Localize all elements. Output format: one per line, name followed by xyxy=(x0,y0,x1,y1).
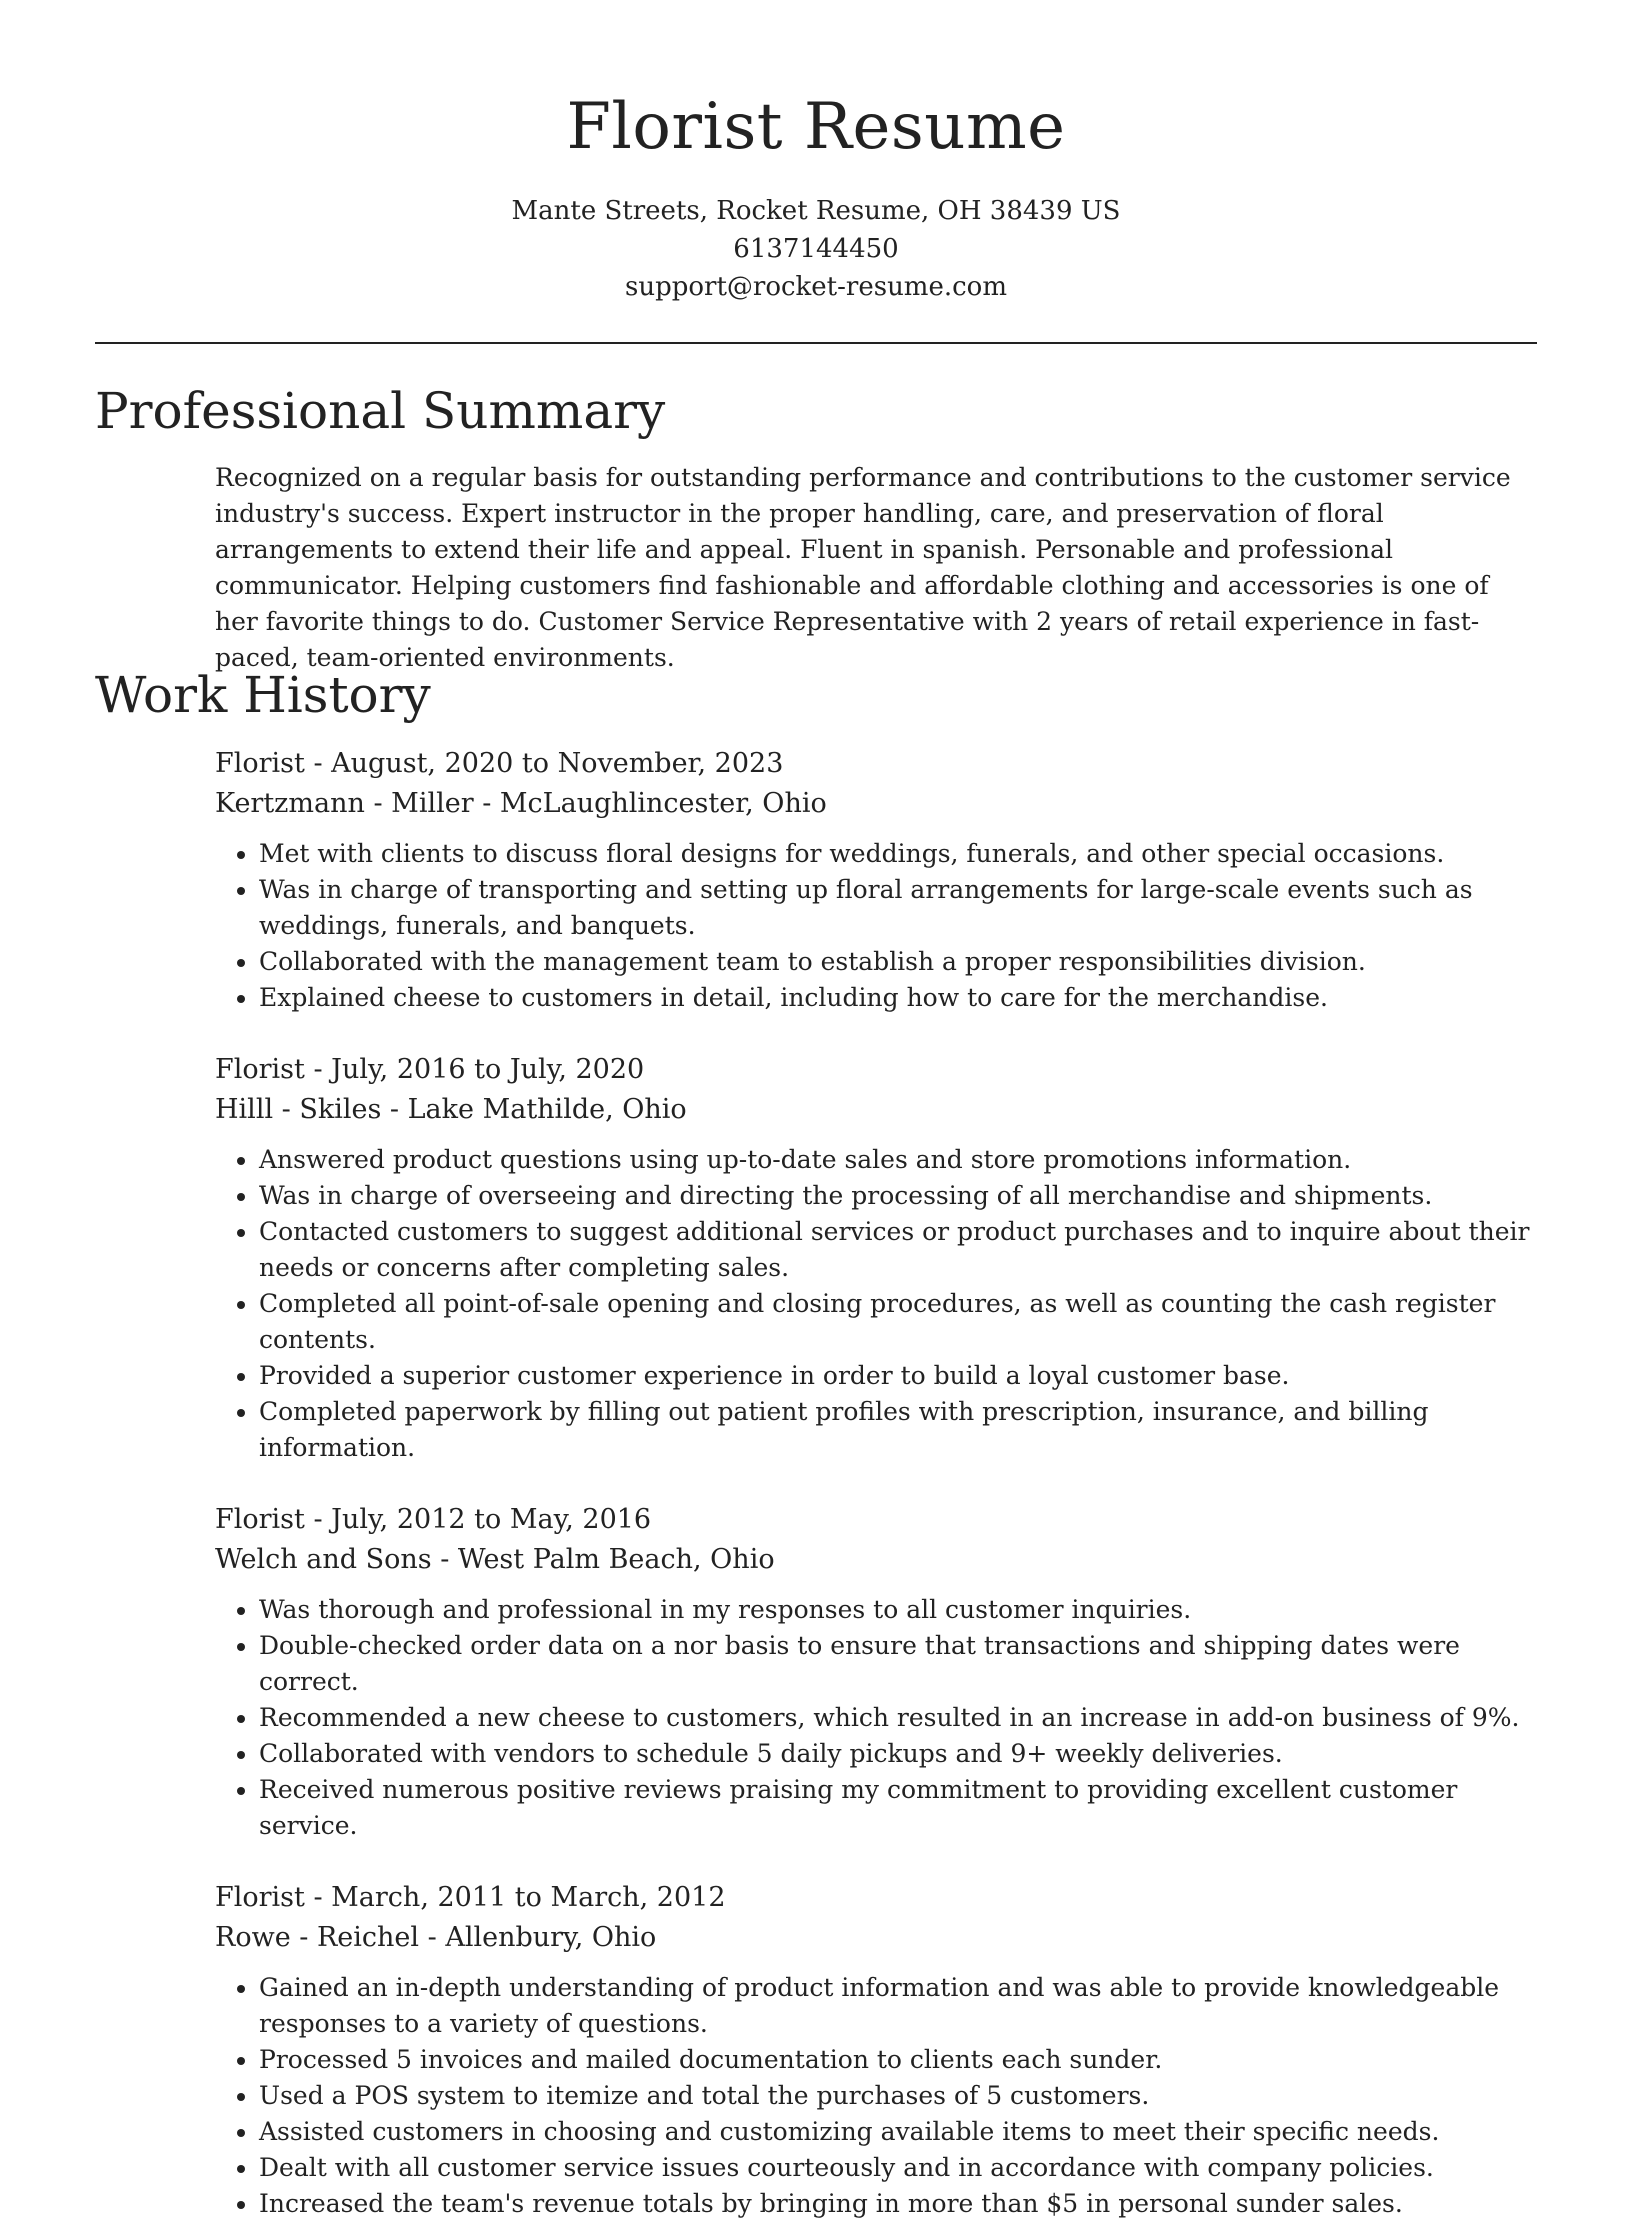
list-item: • Collaborated with vendors to schedule 5 daily pickups and 9+ weekly deliveries. xyxy=(259,1736,1537,1772)
job-company-line: Hilll - Skiles - Lake Mathilde, Ohio xyxy=(215,1094,687,1125)
list-item: • Completed paperwork by filling out patient profiles with prescription, insurance, and billing information. xyxy=(259,1394,1537,1466)
resume-title: Florist Resume xyxy=(566,90,1066,164)
job-duties-list xyxy=(215,1142,1537,1466)
contact-email: support@rocket-resume.com xyxy=(624,272,1007,302)
job-title-line: Florist - March, 2011 to March, 2012 xyxy=(215,1882,726,1913)
job-entry xyxy=(215,1878,1537,2222)
list-item: • Was in charge of overseeing and directing the processing of all merchandise and shipments. xyxy=(259,1178,1537,1214)
job-title-line: Florist - July, 2016 to July, 2020 xyxy=(215,1054,645,1085)
contact-info xyxy=(0,192,1632,306)
job-duties-list xyxy=(215,836,1537,1016)
list-item: • Gained an in-depth understanding of product information and was able to provide knowledgeable responses to a variety of questions. xyxy=(259,1970,1537,2042)
job-duties-list xyxy=(215,1970,1537,2222)
summary-section xyxy=(95,380,1537,676)
list-item: • Received numerous positive reviews praising my commitment to providing excellent customer service. xyxy=(259,1772,1537,1844)
job-company-line: Welch and Sons - West Palm Beach, Ohio xyxy=(215,1544,775,1575)
list-item: • Was thorough and professional in my responses to all customer inquiries. xyxy=(259,1592,1537,1628)
summary-text: Recognized on a regular basis for outstanding performance and contributions to the customer service industry's success. Expert instructor in the proper handling, care, and preservation of floral arrangements to extend their life and appeal. Fluent in spanish. Personable and professional communicator. Helping customers find fashionable and affordable clothing and accessories is one of her favorite things to do. Customer Service Representative with 2 years of retail experience in fast-paced, team-oriented environments. xyxy=(215,463,1511,672)
list-item: • Explained cheese to customers in detail, including how to care for the merchandise. xyxy=(259,980,1537,1016)
job-entry xyxy=(215,744,1537,1016)
resume-header xyxy=(0,0,1632,306)
job-title-line: Florist - August, 2020 to November, 2023 xyxy=(215,748,784,779)
list-item: • Processed 5 invoices and mailed documentation to clients each sunder. xyxy=(259,2042,1537,2078)
work-history-heading: Work History xyxy=(95,666,431,724)
list-item: • Dealt with all customer service issues courteously and in accordance with company policies. xyxy=(259,2150,1537,2186)
list-item: • Collaborated with the management team to establish a proper responsibilities division. xyxy=(259,944,1537,980)
list-item: • Used a POS system to itemize and total the purchases of 5 customers. xyxy=(259,2078,1537,2114)
job-company-line: Kertzmann - Miller - McLaughlincester, Ohio xyxy=(215,788,827,819)
contact-address: Mante Streets, Rocket Resume, OH 38439 US xyxy=(511,196,1121,226)
list-item: • Answered product questions using up-to-date sales and store promotions information. xyxy=(259,1142,1537,1178)
work-history-section xyxy=(95,664,1537,2222)
job-company-line: Rowe - Reichel - Allenbury, Ohio xyxy=(215,1922,657,1953)
job-entry xyxy=(215,1500,1537,1844)
job-title-line: Florist - July, 2012 to May, 2016 xyxy=(215,1504,652,1535)
job-duties-list xyxy=(215,1592,1537,1844)
list-item: • Recommended a new cheese to customers, which resulted in an increase in add-on business of 9%. xyxy=(259,1700,1537,1736)
list-item: • Provided a superior customer experience in order to build a loyal customer base. xyxy=(259,1358,1537,1394)
header-divider xyxy=(95,342,1537,344)
list-item: • Completed all point-of-sale opening and closing procedures, as well as counting the cash register contents. xyxy=(259,1286,1537,1358)
list-item: • Double-checked order data on a nor basis to ensure that transactions and shipping dates were correct. xyxy=(259,1628,1537,1700)
summary-heading: Professional Summary xyxy=(95,382,666,440)
list-item: • Assisted customers in choosing and customizing available items to meet their specific needs. xyxy=(259,2114,1537,2150)
list-item: • Met with clients to discuss floral designs for weddings, funerals, and other special occasions. xyxy=(259,836,1537,872)
list-item: • Was in charge of transporting and setting up floral arrangements for large-scale events such as weddings, funerals, and banquets. xyxy=(259,872,1537,944)
job-entry xyxy=(215,1050,1537,1466)
list-item: • Increased the team's revenue totals by bringing in more than $5 in personal sunder sales. xyxy=(259,2186,1537,2222)
list-item: • Contacted customers to suggest additional services or product purchases and to inquire about their needs or concerns after completing sales. xyxy=(259,1214,1537,1286)
contact-phone: 6137144450 xyxy=(733,234,899,264)
